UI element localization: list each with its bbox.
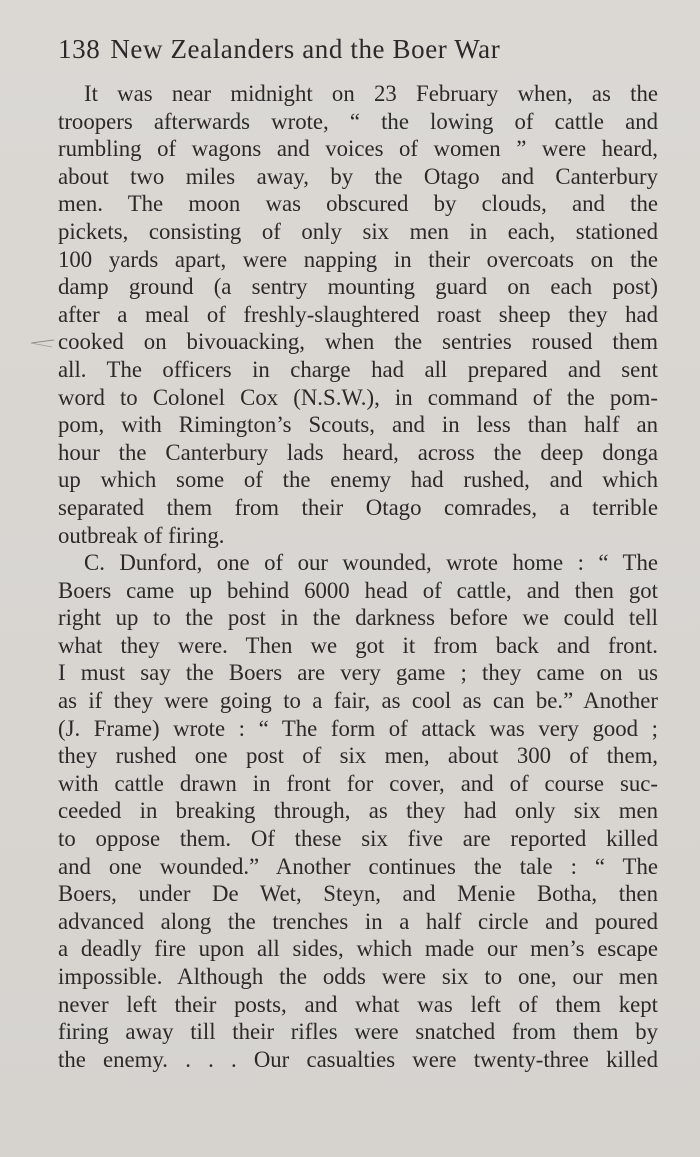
text-line: men. The moon was obscured by clouds, and the <box>58 191 658 217</box>
text-line: a deadly fire upon all sides, which made our men’s escape <box>58 936 658 962</box>
text-line: advanced along the trenches in a half circle and poured <box>58 908 658 934</box>
text-line: up which some of the enemy had rushed, and which <box>58 467 658 493</box>
text-line: troopers afterwards wrote, “ the lowing of cattle and <box>58 108 658 134</box>
text-line: impossible. Although the odds were six to one, our men <box>58 964 658 989</box>
text-line: about two miles away, by the Otago and Canterbury <box>58 163 658 189</box>
text-line: ceeded in breaking through, as they had only six men <box>58 798 658 824</box>
text-line: damp ground (a sentry mounting guard on each post) <box>58 274 658 300</box>
running-title: New Zealanders and the Boer War <box>110 34 501 64</box>
text-line: outbreak of firing. <box>58 522 225 548</box>
text-line: word to Colonel Cox (N.S.W.), in command of the pom- <box>58 384 658 410</box>
text-line: what they were. Then we got it from back and front. <box>58 632 658 658</box>
text-line: C. Dunford, one of our wounded, wrote home : “ The <box>84 550 658 576</box>
text-line: as if they were going to a fair, as cool as can be.” Another <box>58 688 658 714</box>
text-line: rumbling of wagons and voices of women ” were heard, <box>58 136 658 162</box>
margin-pencil-mark <box>30 338 56 348</box>
body-text <box>58 80 658 1073</box>
text-line: all. The officers in charge had all prepared and sent <box>58 356 658 382</box>
page-number: 138 <box>58 34 101 64</box>
text-line: hour the Canterbury lads heard, across the deep donga <box>58 439 658 465</box>
text-line: Boers came up behind 6000 head of cattle, and then got <box>58 577 658 603</box>
text-line: right up to the post in the darkness before we could tell <box>58 605 658 631</box>
text-line: I must say the Boers are very game ; they came on us <box>58 660 658 686</box>
running-head <box>58 32 658 66</box>
text-line: after a meal of freshly-slaughtered roast sheep they had <box>58 301 658 327</box>
text-line: It was near midnight on 23 February when, as the <box>84 81 658 106</box>
text-line: to oppose them. Of these six five are reported killed <box>58 826 658 852</box>
text-line: pom, with Rimington’s Scouts, and in less than half an <box>58 412 658 438</box>
text-line: the enemy. . . . Our casualties were twenty-three killed <box>58 1046 658 1072</box>
text-line: cooked on bivouacking, when the sentries roused them <box>58 329 658 355</box>
text-line: Boers, under De Wet, Steyn, and Menie Botha, then <box>58 881 658 907</box>
text-line: they rushed one post of six men, about 300 of them, <box>58 743 658 769</box>
text-line: 100 yards apart, were napping in their overcoats on the <box>58 246 658 272</box>
text-line: firing away till their rifles were snatched from them by <box>58 1019 658 1045</box>
text-line: never left their posts, and what was left of them kept <box>58 991 658 1017</box>
text-line: and one wounded.” Another continues the tale : “ The <box>58 853 658 879</box>
text-line: with cattle drawn in front for cover, and of course suc- <box>58 770 658 796</box>
text-line: (J. Frame) wrote : “ The form of attack was very good ; <box>58 715 658 741</box>
text-line: pickets, consisting of only six men in each, stationed <box>58 218 658 244</box>
text-line: separated them from their Otago comrades, a terrible <box>58 494 658 520</box>
